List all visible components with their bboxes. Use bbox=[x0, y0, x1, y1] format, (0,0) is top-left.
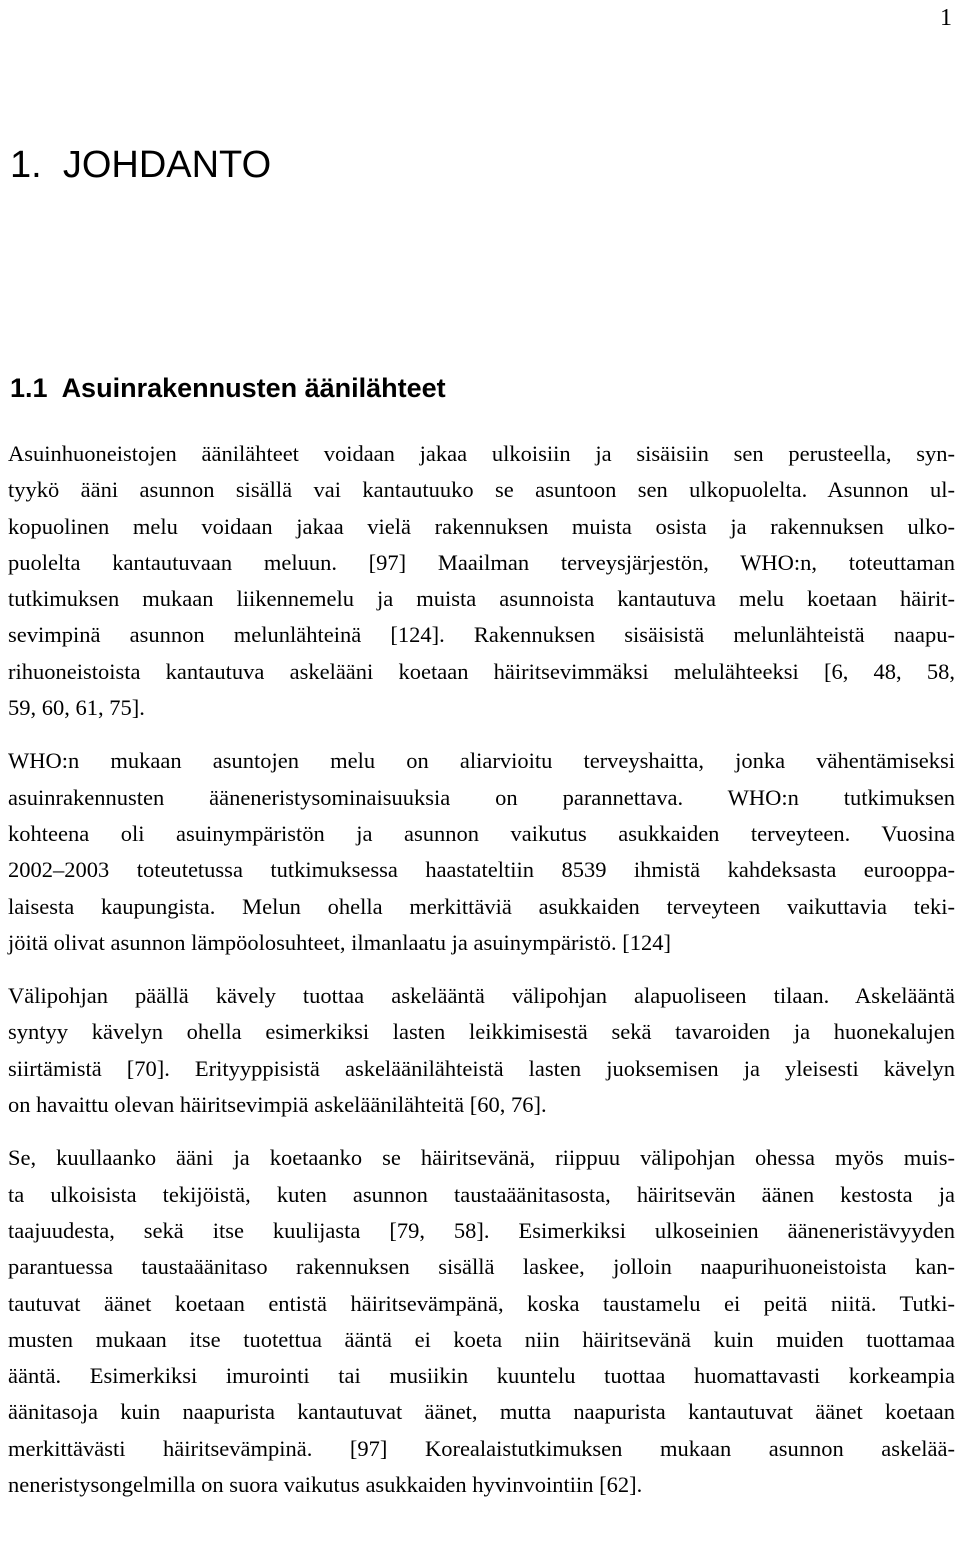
text-line: asuinrakennusten ääneneristysominaisuuksia on parannettava. WHO:n tutkimuksen bbox=[8, 784, 955, 810]
paragraph bbox=[8, 436, 955, 726]
text-line: rihuoneistoista kantautuva askelääni koetaan häiritsevimmäksi melulähteeksi [6, 48, 58, bbox=[8, 658, 955, 684]
paragraph bbox=[8, 1140, 955, 1503]
text-line: syntyy kävelyn ohella esimerkiksi lasten leikkimisestä sekä tavaroiden ja huonekalujen bbox=[8, 1019, 955, 1045]
paragraph bbox=[8, 743, 955, 961]
text-line: kopuolinen melu voidaan jakaa vielä rakennuksen muista osista ja rakennuksen ulko- bbox=[8, 513, 955, 539]
section-number: 1.1 bbox=[10, 373, 48, 403]
text-line: laisesta kaupungista. Melun ohella merkittäviä asukkaiden terveyteen vaikuttavia teki- bbox=[8, 893, 955, 919]
section-title: Asuinrakennusten äänilähteet bbox=[61, 373, 446, 403]
text-line: äänitasoja kuin naapurista kantautuvat äänet, mutta naapurista kantautuvat äänet koetaan bbox=[8, 1399, 955, 1425]
paragraph-gap bbox=[8, 726, 955, 743]
text-line: 2002–2003 toteutetussa tutkimuksessa haastateltiin 8539 ihmistä kahdeksasta eurooppa- bbox=[8, 857, 955, 883]
section-heading bbox=[10, 370, 446, 406]
text-line: on havaittu olevan häiritsevimpiä askeläänilähteitä [60, 76]. bbox=[8, 1092, 547, 1118]
text-line: Asuinhuoneistojen äänilähteet voidaan jakaa ulkoisiin ja sisäisiin sen perusteella, syn- bbox=[8, 441, 955, 466]
text-line: merkittävästi häiritsevämpinä. [97] Korealaistutkimuksen mukaan asunnon askelää- bbox=[8, 1435, 955, 1461]
text-line: tautuvat äänet koetaan entistä häiritsevämpänä, koska taustamelu ei peitä niitä. Tutki- bbox=[8, 1290, 955, 1316]
text-line: musten mukaan itse tuotettua ääntä ei koeta niin häiritsevänä kuin muiden tuottamaa bbox=[8, 1326, 955, 1352]
text-line: ääntä. Esimerkiksi imurointi tai musiikin kuuntelu tuottaa huomattavasti korkeampia bbox=[8, 1363, 955, 1389]
paragraph-gap bbox=[8, 1123, 955, 1140]
text-line: ta ulkoisista tekijöistä, kuten asunnon taustaäänitasosta, häiritsevän äänen kestosta ja bbox=[8, 1181, 955, 1207]
body-text bbox=[8, 436, 955, 1503]
text-line: puolelta kantautuvaan meluun. [97] Maailman terveysjärjestön, WHO:n, toteuttaman bbox=[8, 549, 955, 575]
paragraph-gap bbox=[8, 961, 955, 978]
text-line: kohteena oli asuinympäristön ja asunnon vaikutus asukkaiden terveyteen. Vuosina bbox=[8, 820, 955, 846]
page-number: 1 bbox=[940, 5, 952, 31]
text-line: siirtämistä [70]. Erityyppisistä askeläänilähteistä lasten juoksemisen ja yleisesti kävelyn bbox=[8, 1055, 955, 1081]
text-line: Se, kuullaanko ääni ja koetaanko se häiritsevänä, riippuu välipohjan ohessa myös muis- bbox=[8, 1145, 955, 1171]
text-line: Välipohjan päällä kävely tuottaa askelääntä välipohjan alapuoliseen tilaan. Askelääntä bbox=[8, 983, 955, 1009]
text-line: jöitä olivat asunnon lämpöolosuhteet, ilmanlaatu ja asuinympäristö. [124] bbox=[8, 929, 671, 955]
text-line: parantuessa taustaäänitaso rakennuksen sisällä laskee, jolloin naapurihuoneistoista kan- bbox=[8, 1254, 955, 1280]
text-line: tyykö ääni asunnon sisällä vai kantautuuko se asuntoon sen ulkopuolelta. Asunnon ul- bbox=[8, 477, 955, 503]
text-line: taajuudesta, sekä itse kuulijasta [79, 58]. Esimerkiksi ulkoseinien ääneneristävyyden bbox=[8, 1217, 955, 1243]
chapter-number: 1. bbox=[10, 144, 42, 186]
chapter-heading bbox=[10, 142, 271, 188]
text-line: WHO:n mukaan asuntojen melu on aliarvioitu terveyshaitta, jonka vähentämiseksi bbox=[8, 748, 955, 774]
text-line: 59, 60, 61, 75]. bbox=[8, 695, 145, 721]
paragraph bbox=[8, 978, 955, 1123]
text-line: sevimpinä asunnon melunlähteinä [124]. Rakennuksen sisäisistä melunlähteistä naapu- bbox=[8, 622, 955, 648]
text-line: tutkimuksen mukaan liikennemelu ja muista asunnoista kantautuva melu koetaan häirit- bbox=[8, 586, 955, 612]
text-line: neneristysongelmilla on suora vaikutus asukkaiden hyvinvointiin [62]. bbox=[8, 1472, 643, 1498]
chapter-title: JOHDANTO bbox=[62, 144, 272, 186]
